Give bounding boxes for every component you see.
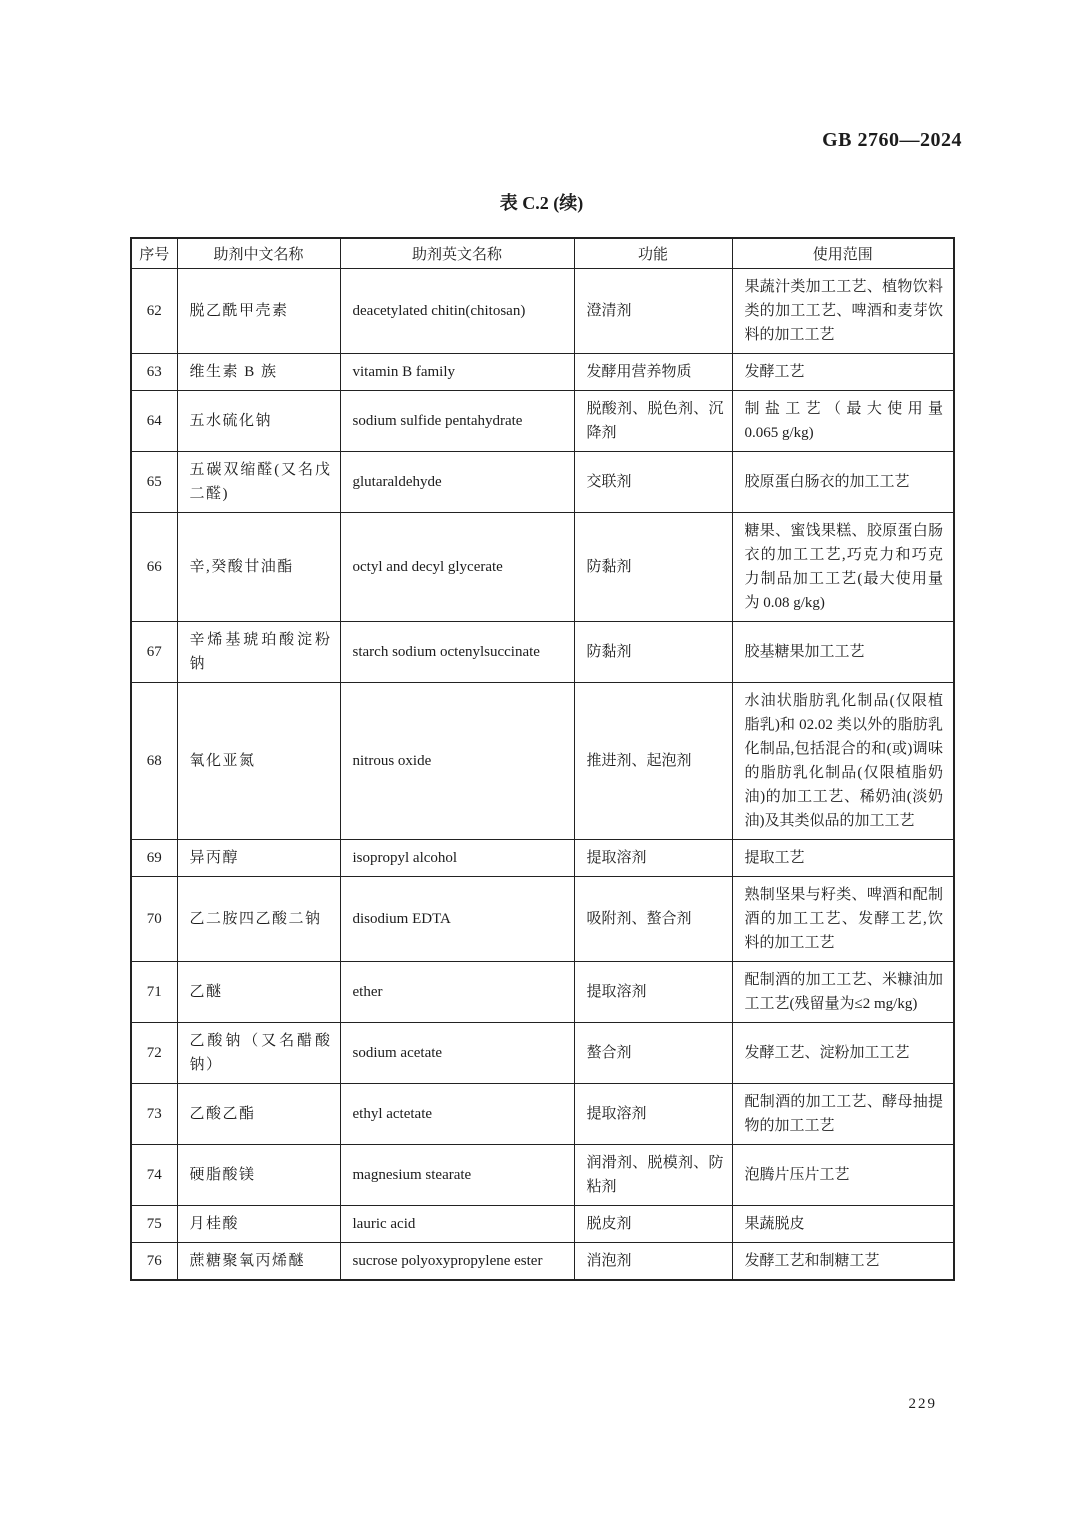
cell-english-name: sodium acetate (340, 1022, 574, 1083)
table-row (131, 390, 954, 451)
table-body (131, 268, 954, 1280)
cell-function: 澄清剂 (574, 268, 732, 353)
header-serial: 序号 (131, 238, 177, 268)
header-english-name: 助剂英文名称 (340, 238, 574, 268)
cell-serial: 74 (131, 1144, 177, 1205)
table-row (131, 839, 954, 876)
cell-usage-scope: 配制酒的加工工艺、米糠油加工工艺(残留量为≤2 mg/kg) (732, 961, 954, 1022)
cell-function: 提取溶剂 (574, 839, 732, 876)
table-row (131, 1022, 954, 1083)
cell-chinese-name: 脱乙酰甲壳素 (177, 268, 340, 353)
cell-serial: 67 (131, 621, 177, 682)
cell-chinese-name: 辛,癸酸甘油酯 (177, 512, 340, 621)
cell-function: 发酵用营养物质 (574, 353, 732, 390)
cell-usage-scope: 糖果、蜜饯果糕、胶原蛋白肠衣的加工工艺,巧克力和巧克力制品加工工艺(最大使用量为 0.08 g/kg) (732, 512, 954, 621)
cell-chinese-name: 月桂酸 (177, 1205, 340, 1242)
cell-usage-scope: 发酵工艺和制糖工艺 (732, 1242, 954, 1280)
cell-chinese-name: 维生素 B 族 (177, 353, 340, 390)
cell-chinese-name: 五碳双缩醛(又名戊二醛) (177, 451, 340, 512)
cell-serial: 65 (131, 451, 177, 512)
cell-function: 推进剂、起泡剂 (574, 682, 732, 839)
header-chinese-name: 助剂中文名称 (177, 238, 340, 268)
cell-usage-scope: 果蔬脱皮 (732, 1205, 954, 1242)
cell-chinese-name: 蔗糖聚氧丙烯醚 (177, 1242, 340, 1280)
table-row (131, 621, 954, 682)
cell-english-name: ethyl actetate (340, 1083, 574, 1144)
cell-usage-scope: 提取工艺 (732, 839, 954, 876)
cell-function: 脱皮剂 (574, 1205, 732, 1242)
cell-function: 消泡剂 (574, 1242, 732, 1280)
header-usage-scope: 使用范围 (732, 238, 954, 268)
cell-english-name: sucrose polyoxypropylene ester (340, 1242, 574, 1280)
cell-usage-scope: 泡腾片压片工艺 (732, 1144, 954, 1205)
cell-chinese-name: 异丙醇 (177, 839, 340, 876)
cell-chinese-name: 氧化亚氮 (177, 682, 340, 839)
cell-usage-scope: 胶原蛋白肠衣的加工工艺 (732, 451, 954, 512)
table-row (131, 353, 954, 390)
cell-serial: 72 (131, 1022, 177, 1083)
cell-chinese-name: 乙二胺四乙酸二钠 (177, 876, 340, 961)
cell-english-name: magnesium stearate (340, 1144, 574, 1205)
table-row (131, 268, 954, 353)
cell-english-name: sodium sulfide pentahydrate (340, 390, 574, 451)
cell-serial: 76 (131, 1242, 177, 1280)
cell-function: 脱酸剂、脱色剂、沉降剂 (574, 390, 732, 451)
cell-english-name: vitamin B family (340, 353, 574, 390)
cell-english-name: isopropyl alcohol (340, 839, 574, 876)
table-row (131, 682, 954, 839)
cell-serial: 68 (131, 682, 177, 839)
cell-usage-scope: 熟制坚果与籽类、啤酒和配制酒的加工工艺、发酵工艺,饮料的加工工艺 (732, 876, 954, 961)
processing-aids-table (130, 237, 955, 1281)
cell-english-name: octyl and decyl glycerate (340, 512, 574, 621)
cell-serial: 70 (131, 876, 177, 961)
cell-function: 提取溶剂 (574, 961, 732, 1022)
cell-usage-scope: 配制酒的加工工艺、酵母抽提物的加工工艺 (732, 1083, 954, 1144)
table-row (131, 451, 954, 512)
table-row (131, 961, 954, 1022)
table-header (131, 238, 954, 268)
page-number: 229 (908, 1396, 937, 1412)
cell-chinese-name: 辛烯基琥珀酸淀粉钠 (177, 621, 340, 682)
cell-chinese-name: 乙醚 (177, 961, 340, 1022)
cell-english-name: nitrous oxide (340, 682, 574, 839)
cell-function: 防黏剂 (574, 512, 732, 621)
cell-function: 防黏剂 (574, 621, 732, 682)
cell-serial: 63 (131, 353, 177, 390)
cell-serial: 64 (131, 390, 177, 451)
cell-english-name: ether (340, 961, 574, 1022)
cell-english-name: deacetylated chitin(chitosan) (340, 268, 574, 353)
cell-usage-scope: 发酵工艺、淀粉加工工艺 (732, 1022, 954, 1083)
table-row (131, 876, 954, 961)
table-header-row (131, 238, 954, 268)
table-row (131, 1205, 954, 1242)
cell-english-name: starch sodium octenylsuccinate (340, 621, 574, 682)
cell-english-name: lauric acid (340, 1205, 574, 1242)
cell-serial: 73 (131, 1083, 177, 1144)
cell-usage-scope: 制盐工艺（最大使用量 0.065 g/kg) (732, 390, 954, 451)
cell-serial: 66 (131, 512, 177, 621)
cell-english-name: disodium EDTA (340, 876, 574, 961)
cell-usage-scope: 发酵工艺 (732, 353, 954, 390)
cell-serial: 71 (131, 961, 177, 1022)
cell-chinese-name: 五水硫化钠 (177, 390, 340, 451)
cell-serial: 75 (131, 1205, 177, 1242)
header-function: 功能 (574, 238, 732, 268)
cell-english-name: glutaraldehyde (340, 451, 574, 512)
cell-chinese-name: 硬脂酸镁 (177, 1144, 340, 1205)
cell-usage-scope: 水油状脂肪乳化制品(仅限植脂乳)和 02.02 类以外的脂肪乳化制品,包括混合的和(或)调味的脂肪乳化制品(仅限植脂奶油)的加工工艺、稀奶油(淡奶油)及其类似品的加工工艺 (732, 682, 954, 839)
cell-serial: 69 (131, 839, 177, 876)
cell-chinese-name: 乙酸乙酯 (177, 1083, 340, 1144)
cell-function: 交联剂 (574, 451, 732, 512)
cell-function: 螯合剂 (574, 1022, 732, 1083)
table-row (131, 1083, 954, 1144)
standard-code: GB 2760—2024 (822, 129, 962, 151)
cell-chinese-name: 乙酸钠（又名醋酸钠） (177, 1022, 340, 1083)
cell-function: 润滑剂、脱模剂、防粘剂 (574, 1144, 732, 1205)
cell-usage-scope: 果蔬汁类加工工艺、植物饮料类的加工工艺、啤酒和麦芽饮料的加工工艺 (732, 268, 954, 353)
cell-usage-scope: 胶基糖果加工工艺 (732, 621, 954, 682)
table-row (131, 1144, 954, 1205)
cell-function: 吸附剂、螯合剂 (574, 876, 732, 961)
table-row (131, 1242, 954, 1280)
table-title: 表 C.2 (续) (499, 193, 584, 213)
cell-function: 提取溶剂 (574, 1083, 732, 1144)
table-row (131, 512, 954, 621)
cell-serial: 62 (131, 268, 177, 353)
